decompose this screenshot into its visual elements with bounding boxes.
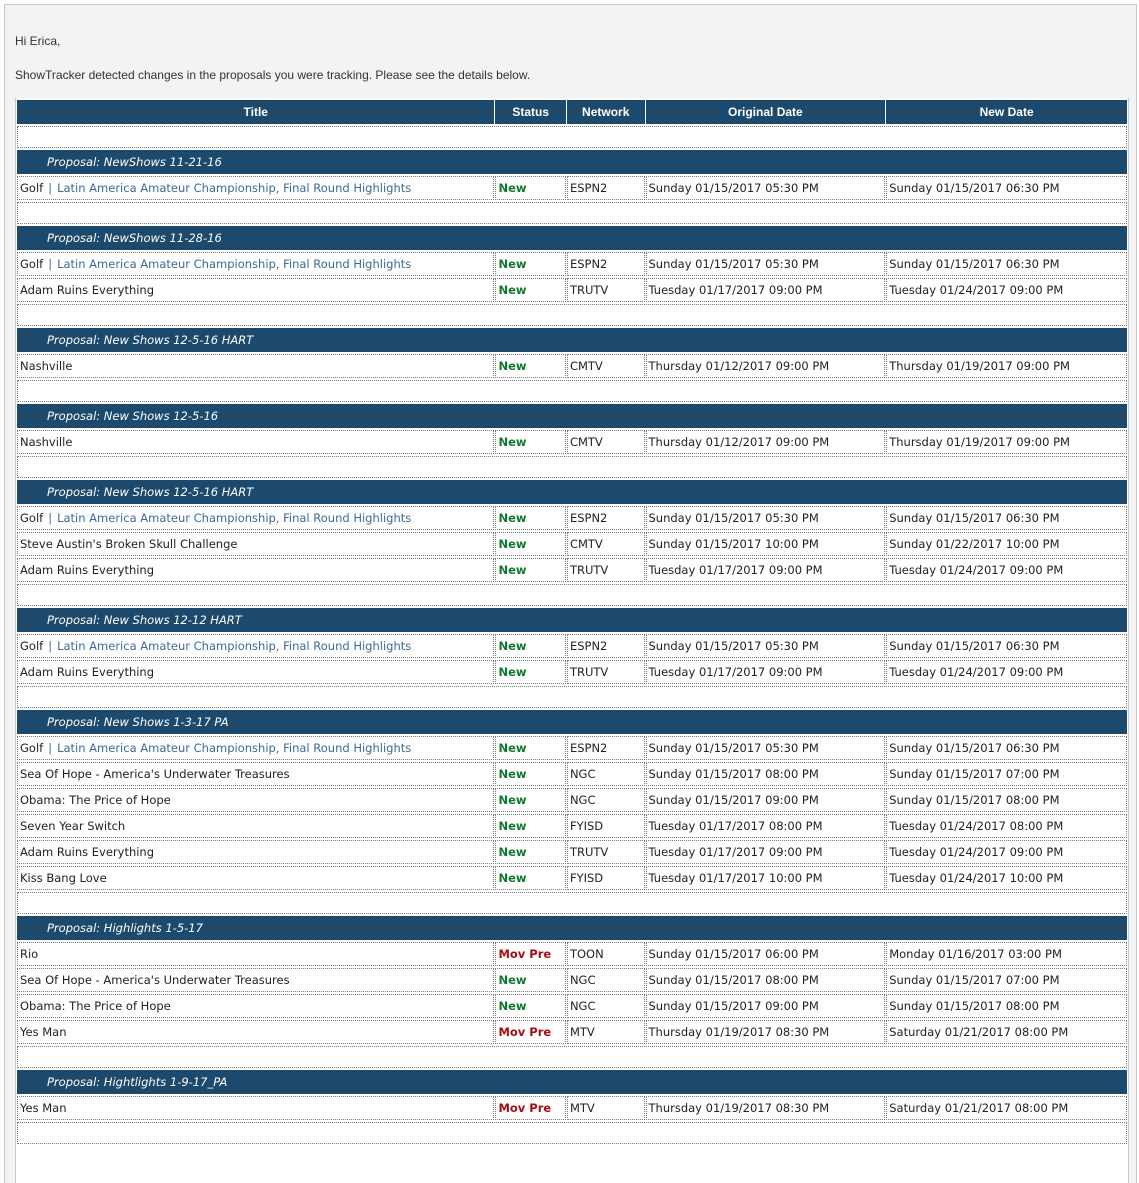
new-date-cell: Sunday 01/15/2017 06:30 PM [886, 634, 1127, 658]
new-date-cell: Saturday 01/21/2017 08:00 PM [886, 1020, 1127, 1044]
new-date-cell: Sunday 01/15/2017 06:30 PM [886, 176, 1127, 200]
proposal-name: Proposal: New Shows 12-5-16 HART [17, 480, 1127, 504]
spacer-row [17, 380, 1127, 402]
network-cell: ESPN2 [567, 176, 645, 200]
network-cell: ESPN2 [567, 736, 645, 760]
original-date-cell: Tuesday 01/17/2017 08:00 PM [646, 814, 886, 838]
title-separator: | [48, 639, 53, 653]
title-separator: | [48, 741, 53, 755]
new-date-cell: Sunday 01/15/2017 08:00 PM [886, 788, 1127, 812]
show-title: Adam Ruins Everything [20, 845, 155, 859]
column-header-new-date: New Date [886, 100, 1127, 124]
network-cell: ESPN2 [567, 506, 645, 530]
proposal-name: Proposal: New Shows 12-5-16 HART [17, 328, 1127, 352]
show-title: Golf [20, 257, 44, 271]
show-title-cell [17, 1096, 494, 1120]
network-cell: NGC [567, 994, 645, 1018]
show-title: Golf [20, 511, 44, 525]
show-title: Seven Year Switch [20, 819, 126, 833]
show-title: Nashville [20, 435, 73, 449]
new-date-cell: Monday 01/16/2017 03:00 PM [886, 942, 1127, 966]
network-cell: TOON [567, 942, 645, 966]
show-title-cell [17, 866, 494, 890]
network-cell: NGC [567, 968, 645, 992]
network-cell: TRUTV [567, 840, 645, 864]
new-date-cell: Thursday 01/19/2017 09:00 PM [886, 430, 1127, 454]
show-title-cell [17, 840, 494, 864]
spacer-row [17, 1046, 1127, 1068]
column-header-network: Network [567, 100, 645, 124]
original-date-cell: Tuesday 01/17/2017 09:00 PM [646, 558, 886, 582]
status-cell: New [495, 736, 566, 760]
table-row [17, 968, 1127, 992]
new-date-cell: Tuesday 01/24/2017 09:00 PM [886, 278, 1127, 302]
proposal-name: Proposal: New Shows 1-3-17 PA [17, 710, 1127, 734]
original-date-cell: Sunday 01/15/2017 05:30 PM [646, 736, 886, 760]
table-body [17, 126, 1127, 1144]
status-cell: New [495, 762, 566, 786]
new-date-cell: Sunday 01/15/2017 07:00 PM [886, 968, 1127, 992]
title-separator: | [48, 181, 53, 195]
show-title-cell [17, 968, 494, 992]
show-title-cell [17, 942, 494, 966]
show-title: Adam Ruins Everything [20, 665, 155, 679]
new-date-cell: Sunday 01/22/2017 10:00 PM [886, 532, 1127, 556]
show-title: Adam Ruins Everything [20, 283, 155, 297]
column-header-title: Title [17, 100, 494, 124]
original-date-cell: Thursday 01/12/2017 09:00 PM [646, 430, 886, 454]
show-title-cell [17, 1020, 494, 1044]
show-title-cell [17, 736, 494, 760]
new-date-cell: Sunday 01/15/2017 06:30 PM [886, 252, 1127, 276]
network-cell: CMTV [567, 354, 645, 378]
table-row [17, 762, 1127, 786]
network-cell: TRUTV [567, 558, 645, 582]
show-title: Golf [20, 181, 44, 195]
proposal-name: Proposal: New Shows 12-12 HART [17, 608, 1127, 632]
network-cell: MTV [567, 1096, 645, 1120]
spacer-cell [17, 686, 1127, 708]
episode-title: Latin America Amateur Championship, Final Round Highlights [57, 511, 412, 525]
show-title: Yes Man [20, 1101, 67, 1115]
original-date-cell: Sunday 01/15/2017 08:00 PM [646, 762, 886, 786]
title-separator: | [48, 257, 53, 271]
status-cell: New [495, 558, 566, 582]
new-date-cell: Tuesday 01/24/2017 09:00 PM [886, 558, 1127, 582]
spacer-row [17, 126, 1127, 148]
show-title-cell [17, 994, 494, 1018]
show-title: Sea Of Hope - America's Underwater Treasures [20, 973, 290, 987]
spacer-row [17, 584, 1127, 606]
original-date-cell: Sunday 01/15/2017 09:00 PM [646, 994, 886, 1018]
status-cell: New [495, 994, 566, 1018]
table-row [17, 736, 1127, 760]
spacer-row [17, 1122, 1127, 1144]
spacer-cell [17, 1122, 1127, 1144]
spacer-row [17, 686, 1127, 708]
show-title-cell [17, 634, 494, 658]
show-title: Adam Ruins Everything [20, 563, 155, 577]
new-date-cell: Tuesday 01/24/2017 09:00 PM [886, 660, 1127, 684]
proposal-header-row [17, 404, 1127, 428]
proposal-name: Proposal: NewShows 11-28-16 [17, 226, 1127, 250]
status-cell: Mov Pre [495, 1096, 566, 1120]
show-title: Yes Man [20, 1025, 67, 1039]
table-row [17, 840, 1127, 864]
new-date-cell: Sunday 01/15/2017 06:30 PM [886, 506, 1127, 530]
header-row [17, 100, 1127, 124]
show-title: Obama: The Price of Hope [20, 793, 171, 807]
status-cell: New [495, 506, 566, 530]
table-row [17, 278, 1127, 302]
show-title-cell [17, 762, 494, 786]
column-header-original-date: Original Date [646, 100, 886, 124]
new-date-cell: Tuesday 01/24/2017 08:00 PM [886, 814, 1127, 838]
show-title-cell [17, 354, 494, 378]
network-cell: TRUTV [567, 660, 645, 684]
original-date-cell: Thursday 01/19/2017 08:30 PM [646, 1020, 886, 1044]
network-cell: CMTV [567, 430, 645, 454]
proposal-header-row [17, 226, 1127, 250]
original-date-cell: Thursday 01/12/2017 09:00 PM [646, 354, 886, 378]
show-title: Kiss Bang Love [20, 871, 107, 885]
episode-title: Latin America Amateur Championship, Final Round Highlights [57, 639, 412, 653]
new-date-cell: Tuesday 01/24/2017 10:00 PM [886, 866, 1127, 890]
status-cell: New [495, 354, 566, 378]
show-title-cell [17, 788, 494, 812]
original-date-cell: Sunday 01/15/2017 09:00 PM [646, 788, 886, 812]
network-cell: MTV [567, 1020, 645, 1044]
show-title-cell [17, 430, 494, 454]
new-date-cell: Sunday 01/15/2017 08:00 PM [886, 994, 1127, 1018]
status-cell: New [495, 176, 566, 200]
network-cell: FYISD [567, 814, 645, 838]
network-cell: TRUTV [567, 278, 645, 302]
email-body [4, 4, 1137, 1183]
table-row [17, 942, 1127, 966]
proposal-header-row [17, 710, 1127, 734]
spacer-row [17, 892, 1127, 914]
original-date-cell: Sunday 01/15/2017 05:30 PM [646, 176, 886, 200]
new-date-cell: Saturday 01/21/2017 08:00 PM [886, 1096, 1127, 1120]
status-cell: New [495, 634, 566, 658]
column-header-status: Status [495, 100, 566, 124]
table-row [17, 532, 1127, 556]
new-date-cell: Sunday 01/15/2017 07:00 PM [886, 762, 1127, 786]
status-cell: New [495, 278, 566, 302]
spacer-cell [17, 126, 1127, 148]
spacer-cell [17, 1046, 1127, 1068]
table-row [17, 558, 1127, 582]
greeting: Hi Erica, [15, 34, 61, 48]
original-date-cell: Sunday 01/15/2017 06:00 PM [646, 942, 886, 966]
table-row [17, 354, 1127, 378]
table-row [17, 994, 1127, 1018]
table-row [17, 1096, 1127, 1120]
spacer-cell [17, 304, 1127, 326]
new-date-cell: Tuesday 01/24/2017 09:00 PM [886, 840, 1127, 864]
proposal-header-row [17, 480, 1127, 504]
title-separator: | [48, 511, 53, 525]
table-row [17, 788, 1127, 812]
proposal-name: Proposal: NewShows 11-21-16 [17, 150, 1127, 174]
show-title-cell [17, 176, 494, 200]
new-date-cell: Thursday 01/19/2017 09:00 PM [886, 354, 1127, 378]
show-title-cell [17, 558, 494, 582]
original-date-cell: Sunday 01/15/2017 05:30 PM [646, 252, 886, 276]
proposal-header-row [17, 328, 1127, 352]
spacer-row [17, 202, 1127, 224]
new-date-cell: Sunday 01/15/2017 06:30 PM [886, 736, 1127, 760]
status-cell: Mov Pre [495, 1020, 566, 1044]
proposal-header-row [17, 150, 1127, 174]
episode-title: Latin America Amateur Championship, Final Round Highlights [57, 257, 412, 271]
spacer-cell [17, 584, 1127, 606]
changes-table [16, 98, 1128, 1146]
proposal-name: Proposal: Highlights 1-5-17 [17, 916, 1127, 940]
status-cell: New [495, 252, 566, 276]
show-title-cell [17, 252, 494, 276]
table-row [17, 252, 1127, 276]
table-row [17, 866, 1127, 890]
show-title: Sea Of Hope - America's Underwater Treasures [20, 767, 290, 781]
table-row [17, 634, 1127, 658]
show-title: Golf [20, 741, 44, 755]
status-cell: New [495, 788, 566, 812]
show-title-cell [17, 532, 494, 556]
spacer-row [17, 304, 1127, 326]
original-date-cell: Tuesday 01/17/2017 09:00 PM [646, 840, 886, 864]
original-date-cell: Sunday 01/15/2017 10:00 PM [646, 532, 886, 556]
original-date-cell: Thursday 01/19/2017 08:30 PM [646, 1096, 886, 1120]
spacer-cell [17, 202, 1127, 224]
table-row [17, 176, 1127, 200]
original-date-cell: Tuesday 01/17/2017 09:00 PM [646, 278, 886, 302]
show-title-cell [17, 278, 494, 302]
show-title: Steve Austin's Broken Skull Challenge [20, 537, 238, 551]
episode-title: Latin America Amateur Championship, Final Round Highlights [57, 741, 412, 755]
show-title: Golf [20, 639, 44, 653]
network-cell: ESPN2 [567, 634, 645, 658]
status-cell: New [495, 430, 566, 454]
network-cell: NGC [567, 762, 645, 786]
network-cell: CMTV [567, 532, 645, 556]
status-cell: New [495, 660, 566, 684]
show-title: Nashville [20, 359, 73, 373]
status-cell: New [495, 840, 566, 864]
table-row [17, 430, 1127, 454]
spacer-cell [17, 456, 1127, 478]
status-cell: New [495, 814, 566, 838]
status-cell: New [495, 866, 566, 890]
network-cell: ESPN2 [567, 252, 645, 276]
status-cell: New [495, 532, 566, 556]
table-row [17, 814, 1127, 838]
intro-text: ShowTracker detected changes in the proposals you were tracking. Please see the details below. [15, 68, 531, 82]
show-title: Obama: The Price of Hope [20, 999, 171, 1013]
status-cell: New [495, 968, 566, 992]
network-cell: FYISD [567, 866, 645, 890]
episode-title: Latin America Amateur Championship, Final Round Highlights [57, 181, 412, 195]
show-title-cell [17, 506, 494, 530]
show-title-cell [17, 814, 494, 838]
show-title: Rio [20, 947, 39, 961]
spacer-cell [17, 892, 1127, 914]
proposal-header-row [17, 1070, 1127, 1094]
proposal-name: Proposal: New Shows 12-5-16 [17, 404, 1127, 428]
original-date-cell: Tuesday 01/17/2017 10:00 PM [646, 866, 886, 890]
proposal-header-row [17, 916, 1127, 940]
table-row [17, 506, 1127, 530]
spacer-row [17, 456, 1127, 478]
table-row [17, 1020, 1127, 1044]
changes-table-container [15, 98, 1129, 1183]
original-date-cell: Sunday 01/15/2017 05:30 PM [646, 634, 886, 658]
original-date-cell: Tuesday 01/17/2017 09:00 PM [646, 660, 886, 684]
spacer-cell [17, 380, 1127, 402]
network-cell: NGC [567, 788, 645, 812]
status-cell: Mov Pre [495, 942, 566, 966]
original-date-cell: Sunday 01/15/2017 05:30 PM [646, 506, 886, 530]
table-row [17, 660, 1127, 684]
proposal-header-row [17, 608, 1127, 632]
original-date-cell: Sunday 01/15/2017 08:00 PM [646, 968, 886, 992]
proposal-name: Proposal: Hightlights 1-9-17_PA [17, 1070, 1127, 1094]
show-title-cell [17, 660, 494, 684]
